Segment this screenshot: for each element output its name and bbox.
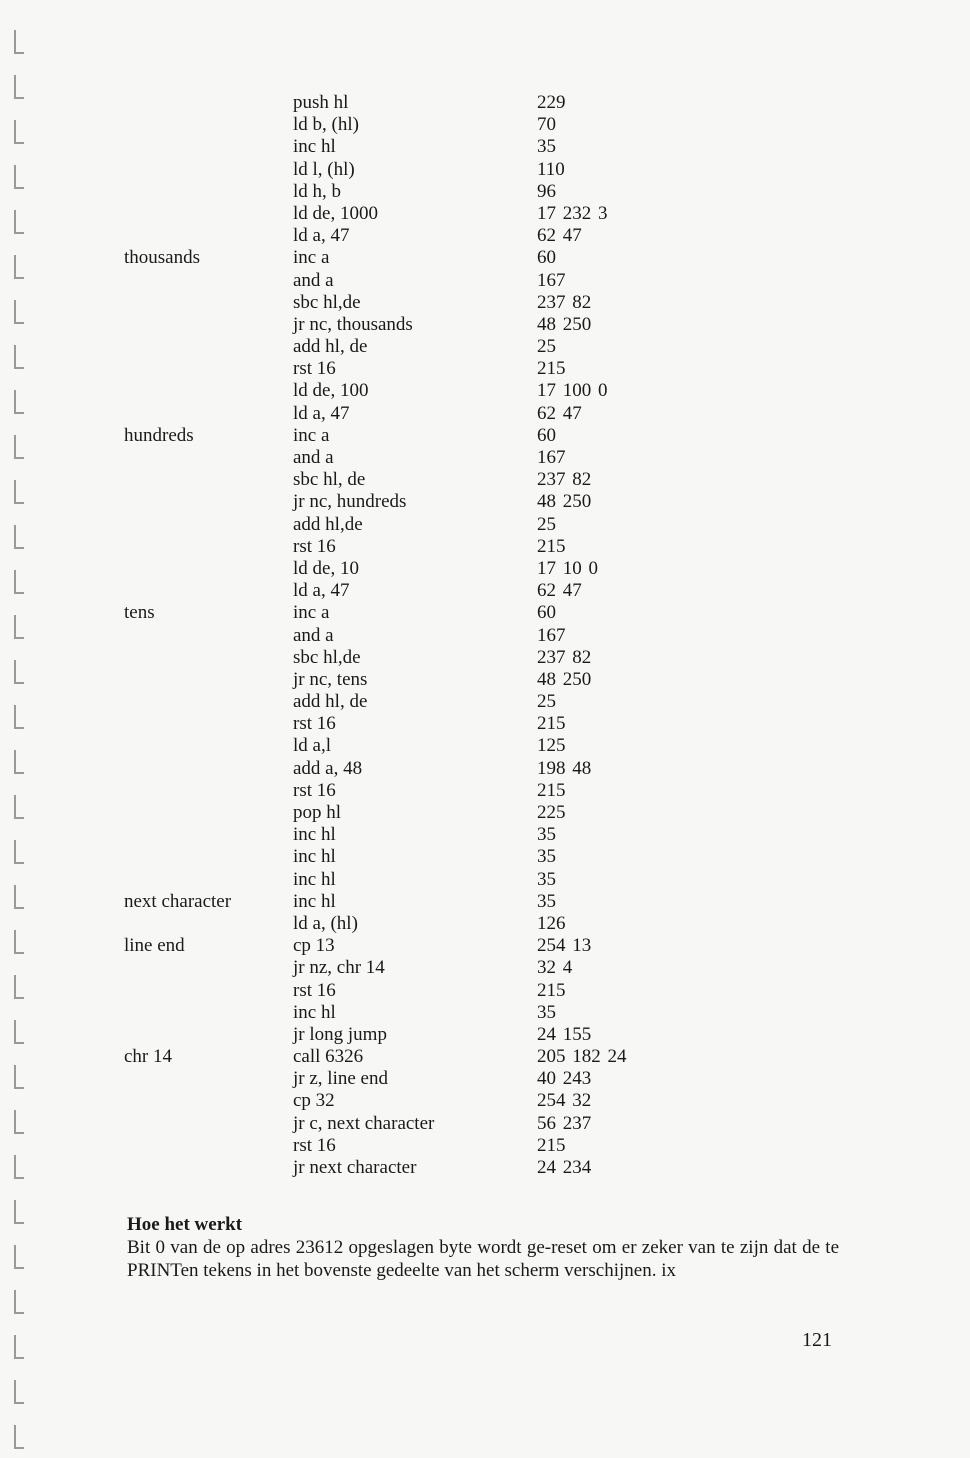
row-instruction: ld de, 100 [293,380,369,402]
row-instruction: ld de, 10 [293,557,359,579]
listing-row [0,980,970,1002]
row-machine-code: 215 [537,1134,566,1156]
listing-row [0,159,970,181]
row-instruction: ld l, (hl) [293,158,355,180]
row-instruction: inc hl [293,1001,336,1023]
listing-row [0,181,970,203]
row-machine-code: 25 [537,336,556,358]
row-instruction: inc hl [293,890,336,912]
row-machine-code: 24 155 [537,1023,592,1045]
row-machine-code: 25 [537,691,556,713]
listing-row [0,558,970,580]
binding-ring [14,30,24,54]
row-instruction: cp 32 [293,1090,335,1112]
row-machine-code: 60 [537,247,556,269]
listing-row [0,247,970,269]
row-instruction: rst 16 [293,535,336,557]
row-machine-code: 167 [537,447,566,468]
listing-row [0,846,970,868]
listing-row [0,1002,970,1024]
listing-row [0,447,970,469]
row-instruction: ld a, (hl) [293,912,358,934]
row-label: next character [124,890,232,912]
row-instruction: pop hl [293,802,342,823]
row-machine-code: 32 4 [537,957,573,979]
row-machine-code: 237 82 [537,469,592,491]
listing-row [0,957,970,979]
row-instruction: add hl, de [293,336,368,358]
row-instruction: and a [293,624,334,646]
row-machine-code: 215 [537,979,566,1001]
row-machine-code: 35 [537,136,556,158]
row-machine-code: 17 10 0 [537,557,598,579]
listing-row [0,270,970,292]
listing-row [0,647,970,669]
listing-row [0,1113,970,1135]
row-machine-code: 24 234 [537,1157,592,1178]
binding-ring [14,1200,24,1224]
row-instruction: inc hl [293,868,336,890]
listing-row [0,625,970,647]
listing-row [0,536,970,558]
listing-row [0,203,970,225]
row-machine-code: 35 [537,846,556,868]
listing-row [0,935,970,957]
row-instruction: cp 13 [293,935,335,957]
row-machine-code: 35 [537,1001,556,1023]
assembly-listing [0,92,970,1179]
row-instruction: jr nz, chr 14 [293,957,385,979]
row-label: thousands [124,247,200,269]
row-instruction: rst 16 [293,358,336,380]
listing-row [0,92,970,114]
row-instruction: inc a [293,424,330,446]
listing-row [0,514,970,536]
section-paragraph: Bit 0 van de op adres 23612 opgeslagen byte wordt ge-reset om er zeker van te zijn dat de te PRINTen tekens in het bovenste gedeelte van het scherm verschijnen. ix [127,1237,839,1281]
row-machine-code: 215 [537,358,566,380]
row-machine-code: 40 243 [537,1068,592,1090]
row-machine-code: 205 182 24 [537,1046,627,1068]
explanation-section [127,1214,839,1282]
row-instruction: inc a [293,602,330,624]
row-instruction: ld a,l [293,735,331,757]
row-machine-code: 60 [537,424,556,446]
listing-row [0,314,970,336]
row-machine-code: 35 [537,890,556,912]
row-instruction: inc hl [293,846,336,868]
row-instruction: sbc hl, de [293,469,366,491]
row-machine-code: 62 47 [537,580,582,602]
row-instruction: call 6326 [293,1046,364,1068]
row-instruction: jr nc, thousands [293,313,413,335]
row-machine-code: 167 [537,269,566,291]
listing-row [0,1090,970,1112]
listing-row [0,1046,970,1068]
row-label: tens [124,602,155,624]
binding-ring [14,1335,24,1359]
row-machine-code: 60 [537,602,556,624]
row-machine-code: 237 82 [537,291,592,313]
row-machine-code: 62 47 [537,402,582,424]
row-machine-code: 48 250 [537,668,592,690]
listing-row [0,913,970,935]
listing-row [0,1135,970,1157]
listing-row [0,802,970,824]
listing-row [0,403,970,425]
row-machine-code: 167 [537,624,566,646]
listing-row [0,669,970,691]
listing-row [0,491,970,513]
row-instruction: inc hl [293,824,336,846]
row-machine-code: 125 [537,735,566,757]
row-machine-code: 229 [537,92,566,113]
row-machine-code: 48 250 [537,491,592,513]
listing-row [0,469,970,491]
listing-row [0,358,970,380]
row-machine-code: 70 [537,114,556,136]
listing-row [0,292,970,314]
row-machine-code: 35 [537,868,556,890]
row-machine-code: 35 [537,824,556,846]
listing-row [0,1024,970,1046]
row-label: line end [124,935,185,957]
row-instruction: ld a, 47 [293,402,350,424]
row-machine-code: 254 13 [537,935,592,957]
listing-row [0,1157,970,1179]
listing-row [0,580,970,602]
listing-row [0,225,970,247]
row-instruction: jr c, next character [293,1112,435,1134]
row-instruction: add hl,de [293,513,363,535]
row-instruction: ld h, b [293,180,342,202]
row-machine-code: 48 250 [537,313,592,335]
listing-row [0,758,970,780]
row-instruction: jr nc, tens [293,668,368,690]
row-instruction: inc a [293,247,330,269]
listing-row [0,425,970,447]
section-heading: Hoe het werkt [127,1214,243,1235]
row-instruction: add hl, de [293,691,368,713]
row-machine-code: 56 237 [537,1112,592,1134]
row-instruction: sbc hl,de [293,646,361,668]
row-machine-code: 110 [537,158,565,180]
row-machine-code: 254 32 [537,1090,592,1112]
row-instruction: rst 16 [293,979,336,1001]
row-machine-code: 17 100 0 [537,380,608,402]
page-number: 121 [802,1329,832,1351]
listing-row [0,114,970,136]
row-machine-code: 237 82 [537,646,592,668]
row-machine-code: 198 48 [537,757,592,779]
row-instruction: rst 16 [293,713,336,735]
listing-row [0,824,970,846]
row-instruction: ld a, 47 [293,225,350,247]
listing-row [0,869,970,891]
listing-row [0,713,970,735]
row-machine-code: 215 [537,713,566,735]
row-instruction: rst 16 [293,1134,336,1156]
row-instruction: add a, 48 [293,757,363,779]
row-machine-code: 62 47 [537,225,582,247]
row-instruction: and a [293,447,334,468]
binding-ring [14,1425,24,1449]
listing-row [0,891,970,913]
row-instruction: and a [293,269,334,291]
row-machine-code: 225 [537,802,566,823]
listing-row [0,136,970,158]
binding-ring [14,1380,24,1404]
listing-row [0,380,970,402]
listing-row [0,735,970,757]
row-instruction: ld b, (hl) [293,114,359,136]
row-machine-code: 215 [537,779,566,801]
row-label: chr 14 [124,1046,173,1068]
binding-ring [14,1290,24,1314]
row-machine-code: 25 [537,513,556,535]
row-machine-code: 96 [537,180,556,202]
row-instruction: jr nc, hundreds [293,491,407,513]
listing-row [0,691,970,713]
row-machine-code: 126 [537,912,566,934]
row-instruction: inc hl [293,136,336,158]
row-instruction: jr z, line end [293,1068,388,1090]
row-instruction: sbc hl,de [293,291,361,313]
row-instruction: push hl [293,92,349,113]
listing-row [0,780,970,802]
row-instruction: ld a, 47 [293,580,350,602]
listing-row [0,602,970,624]
binding-ring [14,1245,24,1269]
row-machine-code: 215 [537,535,566,557]
row-label: hundreds [124,424,194,446]
row-instruction: jr next character [293,1157,417,1178]
row-machine-code: 17 232 3 [537,202,608,224]
listing-row [0,336,970,358]
row-instruction: jr long jump [293,1023,387,1045]
listing-row [0,1068,970,1090]
row-instruction: rst 16 [293,779,336,801]
row-instruction: ld de, 1000 [293,202,378,224]
